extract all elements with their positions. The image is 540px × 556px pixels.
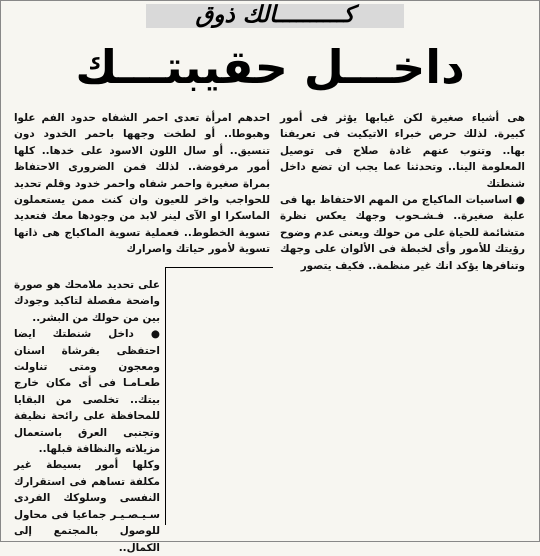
article-column-right xyxy=(280,110,525,274)
paragraph-makeup-continued: احدهم امرأة تعدى احمر الشفاه حدود الفم علوا وهبوطا.. أو لطخت وجهها باحمر الخدود دون تنسيق.. أو سال اللون الاسود على خدها.. كلها أمور مرفوضة.. لذلك فمن الضرورى الاحتفاظ بمراة صغيرة واحمر شفاه واحمر خدود وقلم تحديد للحواجب واخر للعيون وان كنت ممن يستعملون الماسكرا او الآى لينر لابد من وجودها معك فتعديد تسوية الخطوط.. فعملية تسوية الماكياج هى ذاتها تسوية لأمور حياتك واصرارك xyxy=(14,112,270,256)
paragraph-intro: هى أشياء صغيرة لكن غيابها يؤثر فى أمور كبيرة. لذلك حرص خبراء الاتيكيت فى تعريفنا بها.. وتنوب عنهم غادة صلاح فى توصيل المعلومة الينا.. وتحدثنا عما يجب ان تضع داخل شنطتك xyxy=(280,112,525,190)
paragraph-makeup-basics: ● اساسيات الماكياج من المهم الاحتفاظ بها فى علبة صغيرة.. فـشـحوب وجهك يعكس نظرة متشائمة للحياة على من حولك ويعنى عدم وضوح رؤيتك للأمور وأى لخبطة فى الألوان على وجهك وتنافرها يؤكد انك غير منظمة.. فكيف يتصور xyxy=(280,194,525,272)
paragraph-toothbrush: ● داخل شنطتك ايضا احتفظى بفرشاة اسنان ومعجون ومتى تناولت طعـامـا فى أى مكان خارج بيتك.. تخلصى من البقايا للمحافظة على رائحة نظيفة وتجنبى العرق باستعمال مزيلاته والنظافة قبلها.. xyxy=(14,328,160,456)
paragraph-features: على تحديد ملامحك هو صورة واضحة مفصلة لتاكيد وجودك بين من حولك من البشر.. xyxy=(14,279,160,324)
headline: داخـــل حقيبتـــك xyxy=(75,40,465,94)
kicker-title: كــــــــــالك ذوق xyxy=(195,2,355,28)
column-divider-horizontal xyxy=(165,267,273,268)
paragraph-conclusion: وكلها أمور بسيطة غير مكلفة تساهم فى استقرارك النفسى وسلوكك الفردى سـيـصـيـر جماعيا فى محاول للوصول بالمجتمع إلى الكمال.. xyxy=(14,459,160,554)
article-column-left-bottom xyxy=(14,277,160,556)
column-divider-vertical xyxy=(165,267,166,525)
article-column-left-top xyxy=(14,110,270,258)
